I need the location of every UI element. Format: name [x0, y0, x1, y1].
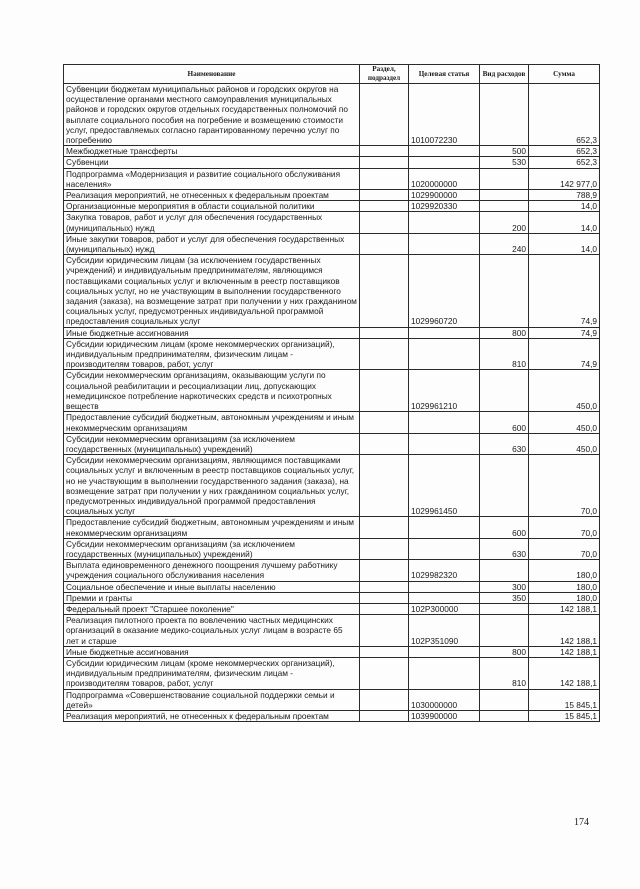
- cell-name: Иные закупки товаров, работ и услуг для обеспечения государственных (муниципальных) нужд: [64, 233, 360, 254]
- cell-type: 300: [480, 581, 529, 592]
- table-row: [64, 84, 600, 146]
- cell-type: 800: [480, 327, 529, 338]
- cell-name: Организационные мероприятия в области социальной политики: [64, 201, 360, 212]
- table-row: [64, 433, 600, 454]
- column-header-section: Раздел, подраздел: [360, 65, 409, 84]
- cell-amount: 74,9: [529, 338, 600, 370]
- table-row: [64, 710, 600, 721]
- cell-section: [360, 338, 409, 370]
- table-row: [64, 146, 600, 157]
- cell-amount: 15 845,1: [529, 689, 600, 710]
- cell-section: [360, 603, 409, 614]
- cell-section: [360, 327, 409, 338]
- cell-target: [409, 592, 480, 603]
- cell-target: [409, 657, 480, 689]
- column-header-type: Вид расходов: [480, 65, 529, 84]
- cell-target: 1029961210: [409, 370, 480, 412]
- cell-name: Федеральный проект "Старшее поколение": [64, 603, 360, 614]
- cell-type: [480, 455, 529, 517]
- cell-target: [409, 517, 480, 538]
- cell-target: [409, 338, 480, 370]
- cell-name: Субсидии некоммерческим организациям (за исключением государственных (муниципальных) учреждений): [64, 538, 360, 559]
- cell-section: [360, 615, 409, 647]
- cell-section: [360, 146, 409, 157]
- cell-type: [480, 84, 529, 146]
- cell-type: 600: [480, 517, 529, 538]
- cell-amount: 14,0: [529, 233, 600, 254]
- cell-type: [480, 255, 529, 327]
- cell-section: [360, 592, 409, 603]
- cell-amount: 652,3: [529, 157, 600, 168]
- cell-section: [360, 455, 409, 517]
- cell-section: [360, 370, 409, 412]
- cell-target: [409, 538, 480, 559]
- cell-name: Иные бюджетные ассигнования: [64, 646, 360, 657]
- cell-section: [360, 190, 409, 201]
- cell-section: [360, 212, 409, 233]
- cell-name: Субсидии некоммерческим организациям, оказывающим услуги по социальной реабилитации и ресоциализации лиц, допускающих немедицинское потребление наркотических средств и психотропных веществ: [64, 370, 360, 412]
- cell-name: Социальное обеспечение и иные выплаты населению: [64, 581, 360, 592]
- cell-type: [480, 190, 529, 201]
- cell-amount: 70,0: [529, 538, 600, 559]
- cell-type: [480, 603, 529, 614]
- cell-section: [360, 84, 409, 146]
- cell-type: 810: [480, 657, 529, 689]
- table-row: [64, 190, 600, 201]
- cell-type: [480, 615, 529, 647]
- cell-amount: 74,9: [529, 327, 600, 338]
- cell-section: [360, 710, 409, 721]
- cell-type: 350: [480, 592, 529, 603]
- cell-amount: 652,3: [529, 146, 600, 157]
- cell-name: Премии и гранты: [64, 592, 360, 603]
- cell-amount: 142 188,1: [529, 615, 600, 647]
- cell-section: [360, 201, 409, 212]
- cell-target: 102P300000: [409, 603, 480, 614]
- cell-name: Реализация мероприятий, не отнесенных к федеральным проектам: [64, 190, 360, 201]
- table-row: [64, 212, 600, 233]
- cell-type: 810: [480, 338, 529, 370]
- cell-target: 102P351090: [409, 615, 480, 647]
- cell-name: Субсидии юридическим лицам (кроме некоммерческих организаций), индивидуальным предпринимателям, физическим лицам - производителям товаров, работ, услуг: [64, 657, 360, 689]
- cell-section: [360, 581, 409, 592]
- cell-target: 1029900000: [409, 190, 480, 201]
- table-row: [64, 689, 600, 710]
- cell-amount: 652,3: [529, 84, 600, 146]
- table-row: [64, 201, 600, 212]
- table-row: [64, 657, 600, 689]
- cell-target: [409, 646, 480, 657]
- cell-amount: 142 188,1: [529, 646, 600, 657]
- cell-target: [409, 146, 480, 157]
- cell-target: 1029920330: [409, 201, 480, 212]
- cell-target: [409, 433, 480, 454]
- cell-target: [409, 212, 480, 233]
- table-row: [64, 233, 600, 254]
- cell-amount: 70,0: [529, 517, 600, 538]
- cell-type: [480, 560, 529, 581]
- cell-type: [480, 689, 529, 710]
- cell-section: [360, 168, 409, 189]
- cell-section: [360, 233, 409, 254]
- cell-target: 1039900000: [409, 710, 480, 721]
- cell-type: 240: [480, 233, 529, 254]
- cell-name: Субсидии юридическим лицам (за исключением государственных учреждений) и индивидуальным предпринимателям, являющимся поставщиками социальных услуг и включенным в реестр поставщиков социальных услуг, но не участвующим в выполнении государственного задания (заказа), на возмещение затрат при получении у них гражданином социальных услуг, предусмотренных индивидуальной программой предоставления социальных услуг: [64, 255, 360, 327]
- table-row: [64, 370, 600, 412]
- cell-name: Иные бюджетные ассигнования: [64, 327, 360, 338]
- cell-section: [360, 517, 409, 538]
- cell-amount: 180,0: [529, 560, 600, 581]
- cell-name: Реализация пилотного проекта по вовлечению частных медицинских организаций в оказание медико-социальных услуг лицам в возрасте 65 лет и старше: [64, 615, 360, 647]
- cell-target: 1020000000: [409, 168, 480, 189]
- cell-type: [480, 710, 529, 721]
- table-row: [64, 412, 600, 433]
- table-row: [64, 255, 600, 327]
- table-row: [64, 157, 600, 168]
- column-header-name: Наименование: [64, 65, 360, 84]
- table-row: [64, 455, 600, 517]
- cell-target: 1029961450: [409, 455, 480, 517]
- budget-table: [63, 64, 600, 722]
- cell-target: [409, 581, 480, 592]
- cell-name: Реализация мероприятий, не отнесенных к федеральным проектам: [64, 710, 360, 721]
- cell-name: Закупка товаров, работ и услуг для обеспечения государственных (муниципальных) нужд: [64, 212, 360, 233]
- cell-type: [480, 370, 529, 412]
- cell-target: [409, 412, 480, 433]
- cell-amount: 70,0: [529, 455, 600, 517]
- cell-name: Выплата единовременного денежного поощрения лучшему работнику учреждения социального обслуживания населения: [64, 560, 360, 581]
- column-header-target: Целевая статья: [409, 65, 480, 84]
- cell-amount: 450,0: [529, 370, 600, 412]
- table-row: [64, 338, 600, 370]
- cell-section: [360, 157, 409, 168]
- table-row: [64, 581, 600, 592]
- cell-amount: 180,0: [529, 581, 600, 592]
- cell-type: [480, 201, 529, 212]
- cell-section: [360, 412, 409, 433]
- cell-target: 1030000000: [409, 689, 480, 710]
- cell-name: Субвенции бюджетам муниципальных районов и городских округов на осуществление органами местного самоуправления муниципальных районов и городских округов отдельных государственных полномочий по выплате социального пособия на погребение и возмещению стоимости услуг, предоставляемых согласно гарантированному перечню услуг по погребению: [64, 84, 360, 146]
- cell-amount: 14,0: [529, 212, 600, 233]
- cell-amount: 788,9: [529, 190, 600, 201]
- cell-amount: 74,9: [529, 255, 600, 327]
- cell-section: [360, 433, 409, 454]
- page-number: 174: [574, 817, 589, 828]
- cell-section: [360, 646, 409, 657]
- cell-target: 1010072230: [409, 84, 480, 146]
- cell-type: 800: [480, 646, 529, 657]
- cell-amount: 450,0: [529, 412, 600, 433]
- cell-target: 1029960720: [409, 255, 480, 327]
- cell-amount: 180,0: [529, 592, 600, 603]
- column-header-amount: Сумма: [529, 65, 600, 84]
- cell-type: 630: [480, 538, 529, 559]
- cell-section: [360, 689, 409, 710]
- cell-amount: 142 188,1: [529, 657, 600, 689]
- cell-name: Субсидии юридическим лицам (кроме некоммерческих организаций), индивидуальным предпринимателям, физическим лицам - производителям товаров, работ, услуг: [64, 338, 360, 370]
- cell-amount: 450,0: [529, 433, 600, 454]
- cell-name: Субсидии некоммерческим организациям (за исключением государственных (муниципальных) учреждений): [64, 433, 360, 454]
- cell-target: [409, 327, 480, 338]
- table-row: [64, 592, 600, 603]
- cell-type: 600: [480, 412, 529, 433]
- cell-amount: 142 188,1: [529, 603, 600, 614]
- cell-name: Межбюджетные трансферты: [64, 146, 360, 157]
- cell-name: Предоставление субсидий бюджетным, автономным учреждениям и иным некоммерческим организациям: [64, 412, 360, 433]
- cell-type: [480, 168, 529, 189]
- cell-name: Подпрограмма «Совершенствование социальной поддержки семьи и детей»: [64, 689, 360, 710]
- cell-section: [360, 538, 409, 559]
- table-body: [64, 84, 600, 722]
- cell-target: [409, 233, 480, 254]
- cell-target: 1029982320: [409, 560, 480, 581]
- cell-name: Подпрограмма «Модернизация и развитие социального обслуживания населения»: [64, 168, 360, 189]
- cell-name: Предоставление субсидий бюджетным, автономным учреждениям и иным некоммерческим организациям: [64, 517, 360, 538]
- table-row: [64, 646, 600, 657]
- cell-type: 530: [480, 157, 529, 168]
- table-row: [64, 538, 600, 559]
- table-header-row: [64, 65, 600, 84]
- cell-section: [360, 560, 409, 581]
- cell-type: 200: [480, 212, 529, 233]
- cell-type: 630: [480, 433, 529, 454]
- cell-name: Субсидии некоммерческим организациям, являющимся поставщиками социальных услуг и включенным в реестр поставщиков социальных услуг, но не участвующим в выполнении государственного задания (заказа), на возмещение затрат при получении у них гражданином социальных услуг, предусмотренных индивидуальной программой предоставления социальных услуг: [64, 455, 360, 517]
- table-row: [64, 168, 600, 189]
- table-row: [64, 517, 600, 538]
- table-row: [64, 327, 600, 338]
- cell-section: [360, 255, 409, 327]
- cell-target: [409, 157, 480, 168]
- table-row: [64, 560, 600, 581]
- cell-name: Субвенции: [64, 157, 360, 168]
- cell-amount: 142 977,0: [529, 168, 600, 189]
- cell-amount: 15 845,1: [529, 710, 600, 721]
- table-row: [64, 603, 600, 614]
- table-row: [64, 615, 600, 647]
- cell-type: 500: [480, 146, 529, 157]
- cell-section: [360, 657, 409, 689]
- cell-amount: 14,0: [529, 201, 600, 212]
